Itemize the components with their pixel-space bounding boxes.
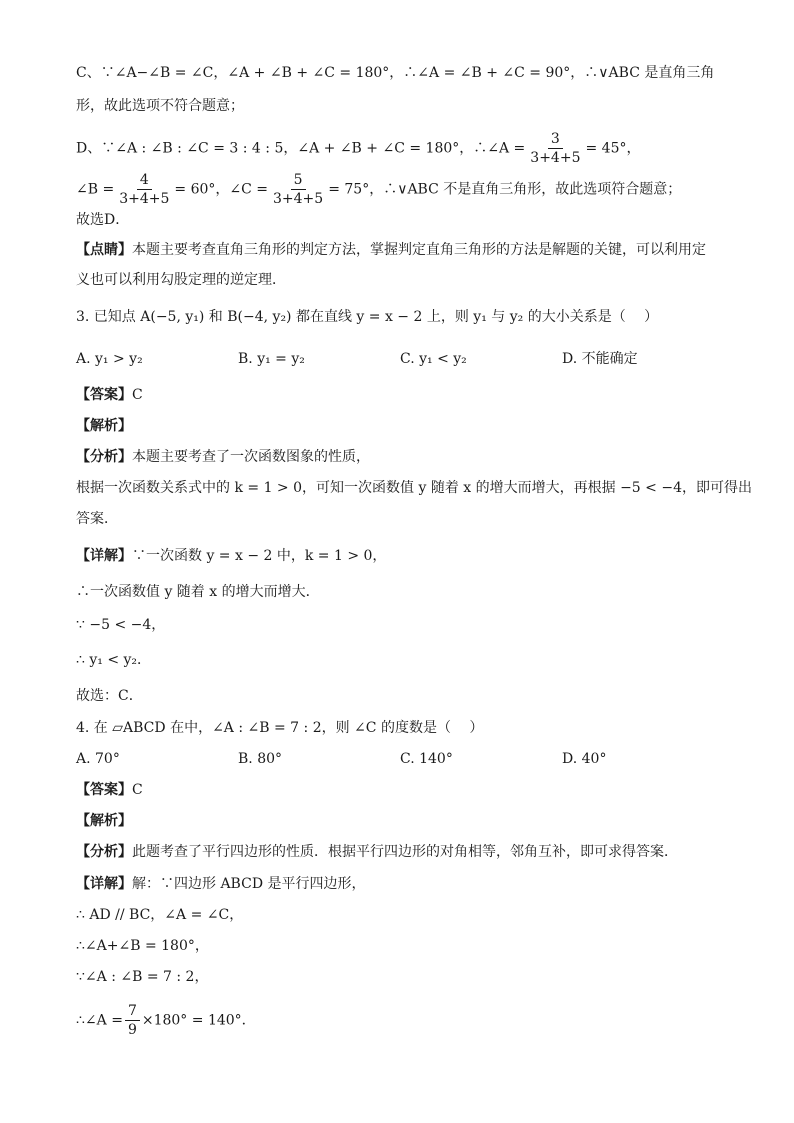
q3-detail-line1: [76, 546, 386, 566]
q3-option-d: D. 不能确定: [562, 351, 638, 367]
q4-stem: 4. 在 ▱ABCD 在中，∠A : ∠B = 7 : 2，则 ∠C 的度数是（ ）: [76, 720, 484, 736]
q4-option-d: D. 40°: [562, 751, 607, 767]
answer-value: C: [132, 782, 143, 798]
q3-detail-line4: ∴ y₁ < y₂．: [76, 652, 152, 668]
fraction-4-over-sum: $\frac{4}{3+4+5}$: [119, 172, 170, 207]
answer-tag: 【答案】: [76, 387, 132, 403]
q4-analysis-tag: 【解析】: [76, 813, 132, 829]
comment-tag: 【点睛】: [76, 242, 132, 258]
q4-answer: [76, 780, 143, 800]
q3-fenxi-line1: [76, 447, 370, 467]
q4-option-a: A. 70°: [76, 751, 120, 767]
d-line2-c: = 75°，∴∨ABC 不是直角三角形，故此选项符合题意；: [328, 181, 682, 198]
q4-detail-line5: [76, 1002, 256, 1039]
q3-option-c: C. y₁ < y₂: [400, 351, 467, 367]
d-line2-a: ∠B =: [76, 181, 115, 198]
fraction-7-over-9: $\frac{7}{9}$: [125, 1002, 140, 1039]
q3-stem: 3. 已知点 A(−5, y₁) 和 B(−4, y₂) 都在直线 y = x − 2 上，则 y₁ 与 y₂ 的大小关系是（ ）: [76, 309, 659, 325]
q3-detail-line3: ∵ −5 < −4，: [76, 617, 166, 633]
answer-tag: 【答案】: [76, 782, 132, 798]
option-d-explanation-line2: [76, 171, 681, 208]
q3-fenxi-line3: 答案．: [76, 511, 118, 527]
comment-line2: 义也可以利用勾股定理的逆定理．: [76, 272, 286, 288]
detail-line5-post: ×180° = 140°．: [141, 1012, 256, 1029]
choose-d: 故选D．: [76, 212, 130, 228]
q3-answer: [76, 385, 143, 405]
fraction-5-over-sum: $\frac{5}{3+4+5}$: [273, 172, 324, 207]
d-line2-b: = 60°，∠C =: [174, 181, 269, 198]
fenxi-text: 本题主要考查了一次函数图象的性质，: [132, 449, 370, 465]
q4-detail-line3: ∴∠A+∠B = 180°，: [76, 938, 209, 954]
q3-analysis-tag: 【解析】: [76, 418, 132, 434]
q4-option-c: C. 140°: [400, 751, 453, 767]
detail-tag: 【详解】: [76, 876, 132, 892]
q3-option-a: A. y₁ > y₂: [76, 351, 143, 367]
fenxi-text: 此题考查了平行四边形的性质．根据平行四边形的对角相等，邻角互补，即可求得答案．: [132, 844, 678, 860]
detail-line5-pre: ∴∠A =: [76, 1012, 123, 1029]
option-c-explanation-line2: 形，故此选项不符合题意；: [76, 98, 244, 114]
q4-fenxi-line1: [76, 842, 678, 862]
fenxi-tag: 【分析】: [76, 449, 132, 465]
detail-text: ∵一次函数 y = x − 2 中，k = 1 > 0，: [132, 548, 387, 564]
answer-value: C: [132, 387, 143, 403]
comment-text: 本题主要考查直角三角形的判定方法，掌握判定直角三角形的方法是解题的关键，可以利用定: [132, 242, 706, 258]
q3-option-b: B. y₁ = y₂: [238, 351, 305, 367]
fraction-3-over-sum: $\frac{3}{3+4+5}$: [530, 131, 581, 166]
q4-option-b: B. 80°: [238, 751, 283, 767]
q3-choose: 故选：C．: [76, 688, 143, 704]
d-line1-pre: D、∵∠A : ∠B : ∠C = 3 : 4 : 5，∠A + ∠B + ∠C = 180°，∴∠A =: [76, 140, 526, 157]
d-line1-post: = 45°，: [585, 140, 641, 157]
detail-tag: 【详解】: [76, 548, 132, 564]
detail-text: 解：∵四边形 ABCD 是平行四边形，: [132, 876, 366, 892]
fenxi-tag: 【分析】: [76, 844, 132, 860]
q3-fenxi-line2: 根据一次函数关系式中的 k = 1 > 0，可知一次函数值 y 随着 x 的增大而增大，再根据 −5 < −4，即可得出: [76, 480, 752, 496]
q4-detail-line4: ∵∠A : ∠B = 7 : 2，: [76, 969, 209, 985]
option-d-explanation-line1: [76, 130, 640, 167]
q4-detail-line1: [76, 874, 366, 894]
option-c-explanation-line1: C、∵∠A−∠B = ∠C，∠A + ∠B + ∠C = 180°，∴∠A = ∠B + ∠C = 90°，∴∨ABC 是直角三角: [76, 65, 715, 81]
q3-detail-line2: ∴一次函数值 y 随着 x 的增大而增大．: [76, 584, 320, 600]
q4-detail-line2: ∴ AD // BC，∠A = ∠C，: [76, 907, 244, 923]
comment-line1: [76, 240, 706, 260]
